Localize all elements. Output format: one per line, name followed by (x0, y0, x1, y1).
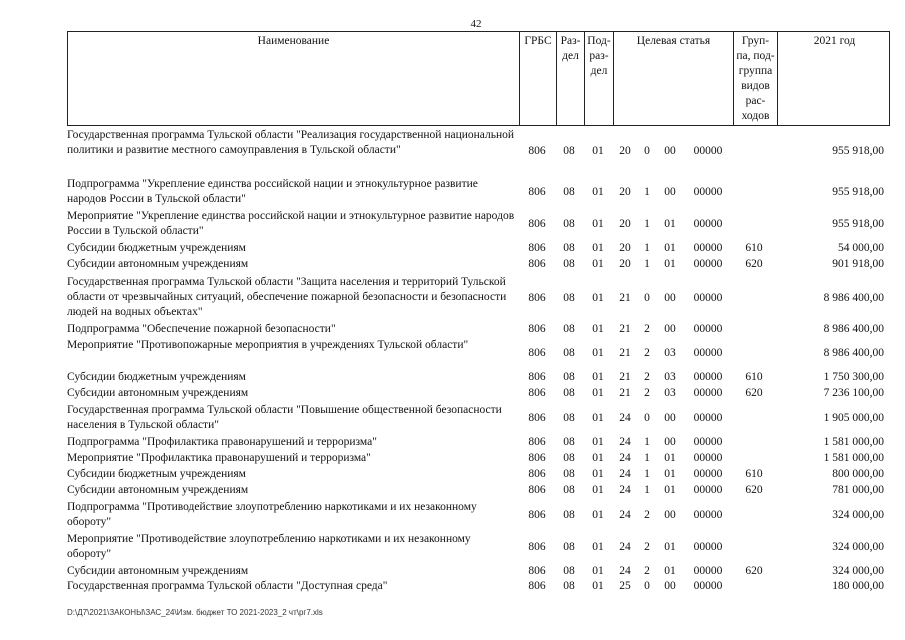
cell-c2: 1 (644, 468, 650, 480)
cell-grbs: 806 (528, 412, 546, 424)
cell-pr: 01 (592, 580, 604, 592)
cell-rz: 08 (563, 436, 575, 448)
cell-pr: 01 (592, 218, 604, 230)
cell-c1: 21 (619, 292, 631, 304)
table-row (67, 241, 890, 256)
cell-c2: 2 (644, 323, 650, 335)
cell-rz: 08 (563, 484, 575, 496)
cell-c1: 21 (619, 347, 631, 359)
cell-c2: 2 (644, 387, 650, 399)
cell-c3: 01 (664, 218, 676, 230)
cell-pr: 01 (592, 371, 604, 383)
cell-c4: 00000 (693, 436, 723, 448)
cell-rz: 08 (563, 145, 575, 157)
cell-vr: 610 (745, 371, 763, 383)
cell-c3: 01 (664, 242, 676, 254)
table-row (67, 532, 890, 563)
cell-c3: 00 (664, 412, 676, 424)
cell-amount: 1 905 000,00 (823, 412, 884, 424)
table-row (67, 467, 890, 482)
cell-c2: 1 (644, 242, 650, 254)
cell-c1: 24 (619, 509, 631, 521)
cell-grbs: 806 (528, 468, 546, 480)
row-name: Субсидии автономным учреждениям (67, 258, 249, 270)
cell-c3: 01 (664, 468, 676, 480)
cell-c4: 00000 (693, 323, 723, 335)
cell-c2: 0 (644, 580, 650, 592)
cell-c3: 00 (664, 436, 676, 448)
cell-amount: 180 000,00 (832, 580, 884, 592)
cell-c1: 20 (619, 218, 631, 230)
cell-pr: 01 (592, 509, 604, 521)
cell-c3: 00 (664, 580, 676, 592)
cell-c4: 00000 (693, 580, 723, 592)
table-row (67, 128, 890, 174)
cell-rz: 08 (563, 387, 575, 399)
cell-c2: 1 (644, 436, 650, 448)
cell-rz: 08 (563, 186, 575, 198)
cell-amount: 955 918,00 (832, 186, 884, 198)
cell-c4: 00000 (693, 371, 723, 383)
cell-pr: 01 (592, 468, 604, 480)
cell-rz: 08 (563, 509, 575, 521)
header-grbs: ГРБС (519, 32, 556, 125)
row-name: Государственная программа Тульской области "Защита населения и территорий Тульской области от чрезвычайных ситуаций, обеспечение пожарной безопасности и безопасности людей на водных объектах" (67, 276, 507, 318)
cell-pr: 01 (592, 452, 604, 464)
cell-vr: 610 (745, 468, 763, 480)
cell-c2: 2 (644, 565, 650, 577)
cell-rz: 08 (563, 565, 575, 577)
cell-c4: 00000 (693, 509, 723, 521)
cell-rz: 08 (563, 371, 575, 383)
cell-grbs: 806 (528, 541, 546, 553)
cell-pr: 01 (592, 565, 604, 577)
cell-c1: 21 (619, 387, 631, 399)
cell-amount: 324 000,00 (832, 541, 884, 553)
cell-pr: 01 (592, 292, 604, 304)
page-number: 42 (470, 18, 482, 30)
cell-c4: 00000 (693, 292, 723, 304)
cell-amount: 8 986 400,00 (823, 292, 884, 304)
cell-c1: 24 (619, 412, 631, 424)
header-gruppa: Груп- па, под- группа видов рас- ходов (733, 32, 777, 125)
cell-pr: 01 (592, 258, 604, 270)
header-podrazdel: Под- раз- дел (584, 32, 613, 125)
cell-c2: 1 (644, 484, 650, 496)
cell-c2: 0 (644, 292, 650, 304)
cell-grbs: 806 (528, 580, 546, 592)
cell-vr: 620 (745, 387, 763, 399)
cell-grbs: 806 (528, 509, 546, 521)
cell-c1: 24 (619, 484, 631, 496)
cell-pr: 01 (592, 541, 604, 553)
cell-c4: 00000 (693, 145, 723, 157)
cell-c2: 1 (644, 186, 650, 198)
cell-amount: 955 918,00 (832, 218, 884, 230)
table-row (67, 451, 890, 466)
cell-c3: 01 (664, 565, 676, 577)
cell-amount: 781 000,00 (832, 484, 884, 496)
cell-amount: 1 581 000,00 (823, 436, 884, 448)
table-row (67, 500, 890, 531)
row-name: Подпрограмма "Укрепление единства российской нации и этнокультурное развитие народов России в Тульской области" (67, 178, 478, 205)
cell-c3: 03 (664, 371, 676, 383)
cell-c1: 21 (619, 323, 631, 335)
row-name: Государственная программа Тульской области "Повышение общественной безопасности населения в Тульской области" (67, 404, 502, 431)
cell-amount: 324 000,00 (832, 509, 884, 521)
cell-c2: 2 (644, 347, 650, 359)
row-name: Мероприятие "Укрепление единства российской нации и этнокультурное развитие народов России в Тульской области" (67, 210, 515, 237)
cell-rz: 08 (563, 242, 575, 254)
cell-vr: 620 (745, 258, 763, 270)
cell-c1: 21 (619, 371, 631, 383)
cell-rz: 08 (563, 323, 575, 335)
row-name: Подпрограмма "Профилактика правонарушений и терроризма" (67, 436, 377, 448)
cell-amount: 8 986 400,00 (823, 323, 884, 335)
cell-grbs: 806 (528, 145, 546, 157)
cell-grbs: 806 (528, 484, 546, 496)
cell-rz: 08 (563, 218, 575, 230)
cell-c4: 00000 (693, 258, 723, 270)
table-header (67, 31, 890, 126)
row-name: Подпрограмма "Обеспечение пожарной безопасности" (67, 323, 336, 335)
cell-amount: 1 581 000,00 (823, 452, 884, 464)
cell-c3: 03 (664, 347, 676, 359)
table-row (67, 275, 890, 321)
cell-amount: 8 986 400,00 (823, 347, 884, 359)
cell-rz: 08 (563, 258, 575, 270)
cell-c4: 00000 (693, 218, 723, 230)
row-name: Мероприятие "Противопожарные мероприятия в учреждениях Тульской области" (67, 339, 469, 351)
row-name: Субсидии автономным учреждениям (67, 565, 249, 577)
row-name: Субсидии бюджетным учреждениям (67, 242, 246, 254)
cell-rz: 08 (563, 468, 575, 480)
cell-grbs: 806 (528, 347, 546, 359)
table-row (67, 564, 890, 579)
header-celevaya: Целевая статья (613, 32, 733, 125)
cell-rz: 08 (563, 347, 575, 359)
cell-amount: 800 000,00 (832, 468, 884, 480)
cell-c2: 2 (644, 509, 650, 521)
row-name: Субсидии бюджетным учреждениям (67, 371, 246, 383)
cell-c2: 1 (644, 452, 650, 464)
cell-c1: 20 (619, 145, 631, 157)
table-row (67, 483, 890, 498)
cell-c4: 00000 (693, 242, 723, 254)
cell-c3: 00 (664, 292, 676, 304)
cell-rz: 08 (563, 580, 575, 592)
cell-pr: 01 (592, 186, 604, 198)
row-name: Подпрограмма "Противодействие злоупотреблению наркотиками и их незаконному обороту" (67, 501, 477, 528)
cell-c3: 00 (664, 323, 676, 335)
header-year: 2021 год (777, 32, 891, 125)
cell-c2: 2 (644, 371, 650, 383)
cell-c3: 00 (664, 186, 676, 198)
cell-c3: 00 (664, 145, 676, 157)
table-row (67, 338, 890, 369)
cell-pr: 01 (592, 436, 604, 448)
cell-grbs: 806 (528, 452, 546, 464)
cell-grbs: 806 (528, 436, 546, 448)
cell-rz: 08 (563, 412, 575, 424)
cell-c1: 24 (619, 436, 631, 448)
cell-amount: 1 750 300,00 (823, 371, 884, 383)
cell-c1: 24 (619, 565, 631, 577)
row-name: Государственная программа Тульской области "Доступная среда" (67, 580, 388, 592)
header-razdel: Раз- дел (556, 32, 584, 125)
cell-rz: 08 (563, 452, 575, 464)
cell-c4: 00000 (693, 347, 723, 359)
cell-c4: 00000 (693, 186, 723, 198)
cell-c1: 24 (619, 468, 631, 480)
cell-c1: 25 (619, 580, 631, 592)
cell-grbs: 806 (528, 387, 546, 399)
header-name: Наименование (257, 35, 330, 47)
row-name: Мероприятие "Противодействие злоупотреблению наркотиками и их незаконному обороту" (67, 533, 471, 560)
cell-pr: 01 (592, 323, 604, 335)
cell-amount: 901 918,00 (832, 258, 884, 270)
cell-c2: 1 (644, 258, 650, 270)
cell-c1: 24 (619, 541, 631, 553)
cell-grbs: 806 (528, 565, 546, 577)
cell-c3: 01 (664, 484, 676, 496)
cell-c1: 20 (619, 242, 631, 254)
cell-c3: 03 (664, 387, 676, 399)
table-row (67, 257, 890, 272)
cell-c4: 00000 (693, 412, 723, 424)
cell-vr: 620 (745, 565, 763, 577)
cell-c3: 00 (664, 509, 676, 521)
cell-grbs: 806 (528, 258, 546, 270)
cell-c4: 00000 (693, 468, 723, 480)
cell-c1: 20 (619, 186, 631, 198)
cell-c3: 01 (664, 452, 676, 464)
cell-c4: 00000 (693, 541, 723, 553)
cell-c3: 01 (664, 541, 676, 553)
cell-pr: 01 (592, 387, 604, 399)
cell-grbs: 806 (528, 186, 546, 198)
row-name: Субсидии автономным учреждениям (67, 484, 249, 496)
cell-rz: 08 (563, 541, 575, 553)
footer-path: D:\Д7\2021\ЗАКОНЫ\ЗАС_24\Изм. бюджет ТО 2021-2023_2 чт\рг7.xls (67, 608, 323, 617)
table-row (67, 386, 890, 401)
cell-grbs: 806 (528, 218, 546, 230)
cell-c2: 0 (644, 412, 650, 424)
cell-c4: 00000 (693, 452, 723, 464)
cell-c3: 01 (664, 258, 676, 270)
table-row (67, 370, 890, 385)
cell-c4: 00000 (693, 484, 723, 496)
table-row (67, 209, 890, 240)
cell-amount: 7 236 100,00 (823, 387, 884, 399)
cell-c2: 1 (644, 218, 650, 230)
cell-grbs: 806 (528, 292, 546, 304)
cell-pr: 01 (592, 145, 604, 157)
table-row (67, 177, 890, 208)
cell-pr: 01 (592, 347, 604, 359)
row-name: Мероприятие "Профилактика правонарушений и терроризма" (67, 452, 371, 464)
cell-c1: 24 (619, 452, 631, 464)
cell-grbs: 806 (528, 323, 546, 335)
cell-pr: 01 (592, 412, 604, 424)
cell-amount: 54 000,00 (838, 242, 884, 254)
cell-vr: 620 (745, 484, 763, 496)
cell-c2: 0 (644, 145, 650, 157)
cell-c4: 00000 (693, 387, 723, 399)
cell-pr: 01 (592, 484, 604, 496)
cell-amount: 955 918,00 (832, 145, 884, 157)
cell-amount: 324 000,00 (832, 565, 884, 577)
cell-vr: 610 (745, 242, 763, 254)
table-row (67, 579, 890, 594)
cell-pr: 01 (592, 242, 604, 254)
cell-c1: 20 (619, 258, 631, 270)
cell-grbs: 806 (528, 371, 546, 383)
table-row (67, 403, 890, 434)
cell-rz: 08 (563, 292, 575, 304)
cell-c2: 2 (644, 541, 650, 553)
cell-c4: 00000 (693, 565, 723, 577)
table-row (67, 322, 890, 337)
row-name: Государственная программа Тульской области "Реализация государственной национальной политики и развитие местного самоуправления в Тульской области" (67, 129, 515, 156)
row-name: Субсидии автономным учреждениям (67, 387, 249, 399)
cell-grbs: 806 (528, 242, 546, 254)
row-name: Субсидии бюджетным учреждениям (67, 468, 246, 480)
table-row (67, 435, 890, 450)
